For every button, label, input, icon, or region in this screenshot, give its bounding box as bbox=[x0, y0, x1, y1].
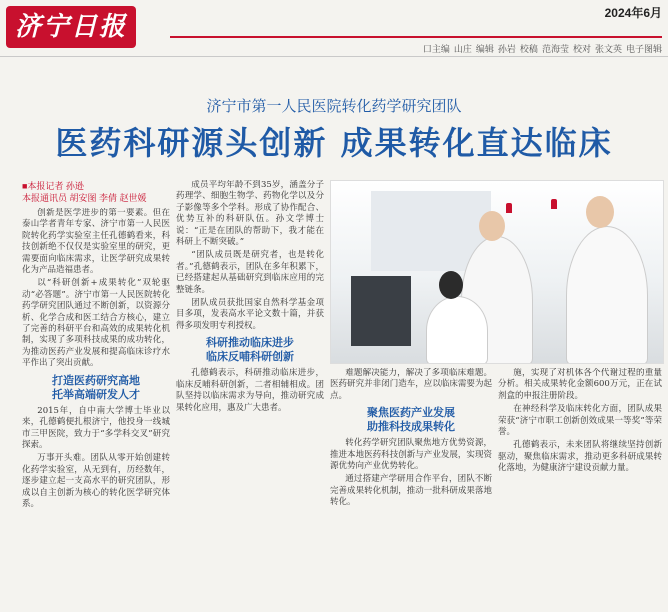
column-4 bbox=[498, 368, 662, 612]
credit-item: 校对 bbox=[572, 44, 591, 54]
paragraph: 2015年，自中南大学博士毕业以来，孔德鹤便扎根济宁，他投身一线城市三甲医院，致力于“多学科交叉”研究探索。 bbox=[22, 405, 170, 450]
researcher-head bbox=[586, 196, 614, 228]
researcher-figure bbox=[426, 296, 488, 364]
editor-credits bbox=[419, 42, 662, 55]
paragraph: 创新是医学进步的第一要素。但在泰山学者青年专家、济宁市第一人民医院转化药学实验室主任孔德鹤看来，科技创新绝不仅仅是实验室里的研究，更需要面向临床需求，让医学研究成果转化为产品造福患者。 bbox=[22, 208, 170, 276]
credit-item: 山庄 bbox=[453, 44, 472, 54]
paragraph: 成员平均年龄不到35岁，涵盖分子药理学、细胞生物学、药物化学以及分子影像等多个学科。形成了协作配合、优势互补的科研队伍。孙文学博士说：“正是在团队的帮助下，我才能在科研上不断突破。” bbox=[176, 180, 324, 248]
section-heading: 聚焦医药产业发展 助推科技成果转化 bbox=[367, 406, 455, 434]
lab-equipment bbox=[351, 276, 411, 346]
paragraph: 以“科研创新+成果转化”双轮驱动“必答题”。济宁市第一人民医院转化药学研究团队通过不断创新，以资源分析、化学合成和医工结合方核心，建立了完善的科研平台和高效的成果转化机制，实现了多项科技成果的成功转化，为推动医药产业发展和提高临床诊疗水平作出了突出贡献。 bbox=[22, 278, 170, 369]
masthead-rule bbox=[170, 36, 662, 38]
red-bottle bbox=[506, 203, 512, 213]
paragraph: 施，实现了对机体各个代谢过程的重量分析。相关成果转化金额600万元，正在试剂盒的申报注册阶段。 bbox=[498, 368, 662, 401]
researcher-head bbox=[479, 211, 505, 241]
byline-correspondents: 本报通讯员 胡安图 李倩 赵世媛 bbox=[22, 193, 147, 203]
issue-date: 2024年6月 bbox=[604, 6, 662, 20]
credit-item: 口主编 bbox=[422, 44, 450, 54]
researcher-head bbox=[439, 271, 463, 299]
red-bottle bbox=[551, 199, 557, 209]
masthead bbox=[0, 0, 668, 57]
byline bbox=[22, 180, 162, 204]
researcher-figure bbox=[566, 226, 648, 364]
column-3 bbox=[330, 368, 492, 612]
article-subtitle: 济宁市第一人民医院转化药学研究团队 bbox=[206, 97, 462, 115]
section-heading: 科研推动临床进步 临床反哺科研创新 bbox=[206, 336, 294, 364]
article-headline: 医药科研源头创新 成果转化直达临床 bbox=[55, 124, 613, 162]
byline-reporter: ■本报记者 孙逊 bbox=[22, 181, 84, 191]
paragraph: 通过搭建产学研用合作平台，团队不断完善成果转化机制，推动一批科研成果落地转化。 bbox=[330, 474, 492, 508]
paragraph: “团队成员既是研究者，也是转化者。”孔德鹤表示，团队在多年积累下，已经搭建起从基础研究到临床应用的完整链条。 bbox=[176, 250, 324, 295]
column-2 bbox=[176, 180, 324, 612]
credit-item: 孙岩 bbox=[497, 44, 516, 54]
credit-item: 范海莹 bbox=[541, 44, 569, 54]
paragraph: 团队成员获批国家自然科学基金项目多项，发表高水平论文数十篇，并获得多项发明专利授权。 bbox=[176, 298, 324, 331]
paragraph: 孔德鹤表示，未来团队将继续坚持创新驱动，聚焦临床需求，推动更多科研成果转化落地，为健康济宁建设贡献力量。 bbox=[498, 440, 662, 474]
paragraph: 孔德鹤表示，科研推动临床进步，临床反哺科研创新，二者相辅相成。团队坚持以临床需求为导向，推动研究成果转化应用，惠及广大患者。 bbox=[176, 368, 324, 413]
lab-photo bbox=[330, 180, 664, 364]
credit-item: 电子图辑 bbox=[625, 44, 662, 54]
section-heading: 打造医药研究高地 托举高端研发人才 bbox=[52, 373, 140, 401]
paragraph: 转化药学研究团队聚焦地方优势资源，推进本地医药科技创新与产业发展，实现资源优势向产业优势转化。 bbox=[330, 438, 492, 472]
paragraph: 万事开头难。团队从零开始创建转化药学实验室，从无到有，历经数年，逐步建立起一支高水平的研究团队，形成以自主创新为核心的转化医学研究体系。 bbox=[22, 453, 170, 509]
credit-item: 校稿 bbox=[519, 44, 538, 54]
newspaper-logo[interactable]: 济宁日报 bbox=[6, 6, 136, 48]
paragraph: 在神经科学及临床转化方面，团队成果荣获“济宁市职工创新创效成果一等奖”等荣誉。 bbox=[498, 404, 662, 438]
credit-item: 编辑 bbox=[475, 44, 494, 54]
column-1 bbox=[22, 208, 170, 612]
credit-item: 张文英 bbox=[594, 44, 622, 54]
paragraph: 难题解决能力，解决了多项临床难题。医药研究并非闭门造车，应以临床需要为起点。 bbox=[330, 368, 492, 401]
